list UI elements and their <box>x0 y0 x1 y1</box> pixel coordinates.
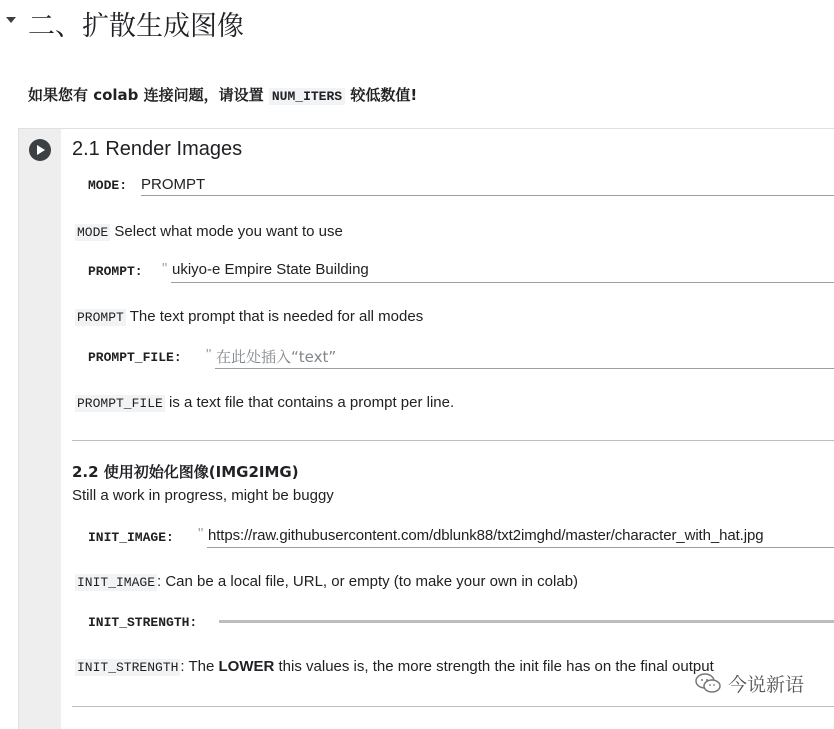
section-divider <box>72 440 834 441</box>
prompt-label: PROMPT: <box>88 264 143 279</box>
prompt-desc-text: The text prompt that is needed for all modes <box>125 308 424 325</box>
note-prefix: 如果您有 colab 连接问题，请设置 <box>28 86 269 104</box>
cell-title: 2.1 Render Images <box>72 138 243 160</box>
init-image-underline <box>207 547 834 548</box>
init-image-desc-code: INIT_IMAGE <box>77 575 156 590</box>
note-code: NUM_ITERS <box>269 88 345 105</box>
init-strength-desc-code: INIT_STRENGTH <box>77 660 179 675</box>
img2img-subtitle: Still a work in progress, might be buggy <box>72 487 334 504</box>
prompt-desc-code: PROMPT <box>77 310 124 325</box>
init-strength-slider[interactable] <box>219 620 834 623</box>
init-strength-description <box>75 658 714 675</box>
prompt-file-quote-mark: " <box>206 346 212 363</box>
init-strength-desc-bold: LOWER <box>218 658 275 675</box>
mode-desc-text: Select what mode you want to use <box>110 223 343 240</box>
prompt-file-label: PROMPT_FILE: <box>88 350 182 365</box>
prompt-description <box>75 308 423 325</box>
prompt-file-description <box>75 394 454 411</box>
prompt-file-underline <box>215 368 834 369</box>
bottom-divider <box>72 706 834 707</box>
note-suffix: 较低数值! <box>345 86 418 104</box>
prompt-file-desc-text: is a text file that contains a prompt per line. <box>164 394 455 411</box>
mode-label: MODE: <box>88 178 128 193</box>
watermark-text: 今说新语 <box>728 674 805 696</box>
prompt-file-input[interactable]: 在此处插入“text” <box>216 348 337 366</box>
init-strength-desc-post: this values is, the more strength the init file has on the final output <box>274 658 714 675</box>
mode-dropdown[interactable]: PROMPT <box>141 176 206 193</box>
mode-underline <box>141 195 834 196</box>
run-cell-button[interactable] <box>29 139 51 161</box>
code-cell <box>18 128 834 729</box>
prompt-underline <box>171 282 834 283</box>
img2img-title: 2.2 使用初始化图像(IMG2IMG) <box>72 463 299 481</box>
init-image-label: INIT_IMAGE: <box>88 530 174 545</box>
connection-note <box>28 84 417 105</box>
prompt-file-desc-code: PROMPT_FILE <box>77 396 163 411</box>
cell-gutter <box>19 129 61 729</box>
mode-description <box>75 223 343 240</box>
mode-desc-code: MODE <box>77 225 109 240</box>
init-image-desc-text: : Can be a local file, URL, or empty (to make your own in colab) <box>157 573 579 590</box>
watermark <box>694 670 824 698</box>
section-header[interactable] <box>0 0 834 46</box>
init-strength-desc-pre: : The <box>180 658 219 675</box>
init-image-description <box>75 573 578 590</box>
wechat-icon <box>694 672 722 694</box>
prompt-input[interactable]: ukiyo-e Empire State Building <box>172 261 369 278</box>
init-strength-label: INIT_STRENGTH: <box>88 615 198 630</box>
init-image-input[interactable]: https://raw.githubusercontent.com/dblunk88/txt2imghd/master/character_with_hat.jpg <box>208 527 764 544</box>
prompt-quote-mark: " <box>162 260 168 277</box>
init-image-quote-mark: " <box>198 525 204 542</box>
section-title: 二、扩散生成图像 <box>28 11 244 42</box>
collapse-caret-icon[interactable] <box>6 17 16 23</box>
